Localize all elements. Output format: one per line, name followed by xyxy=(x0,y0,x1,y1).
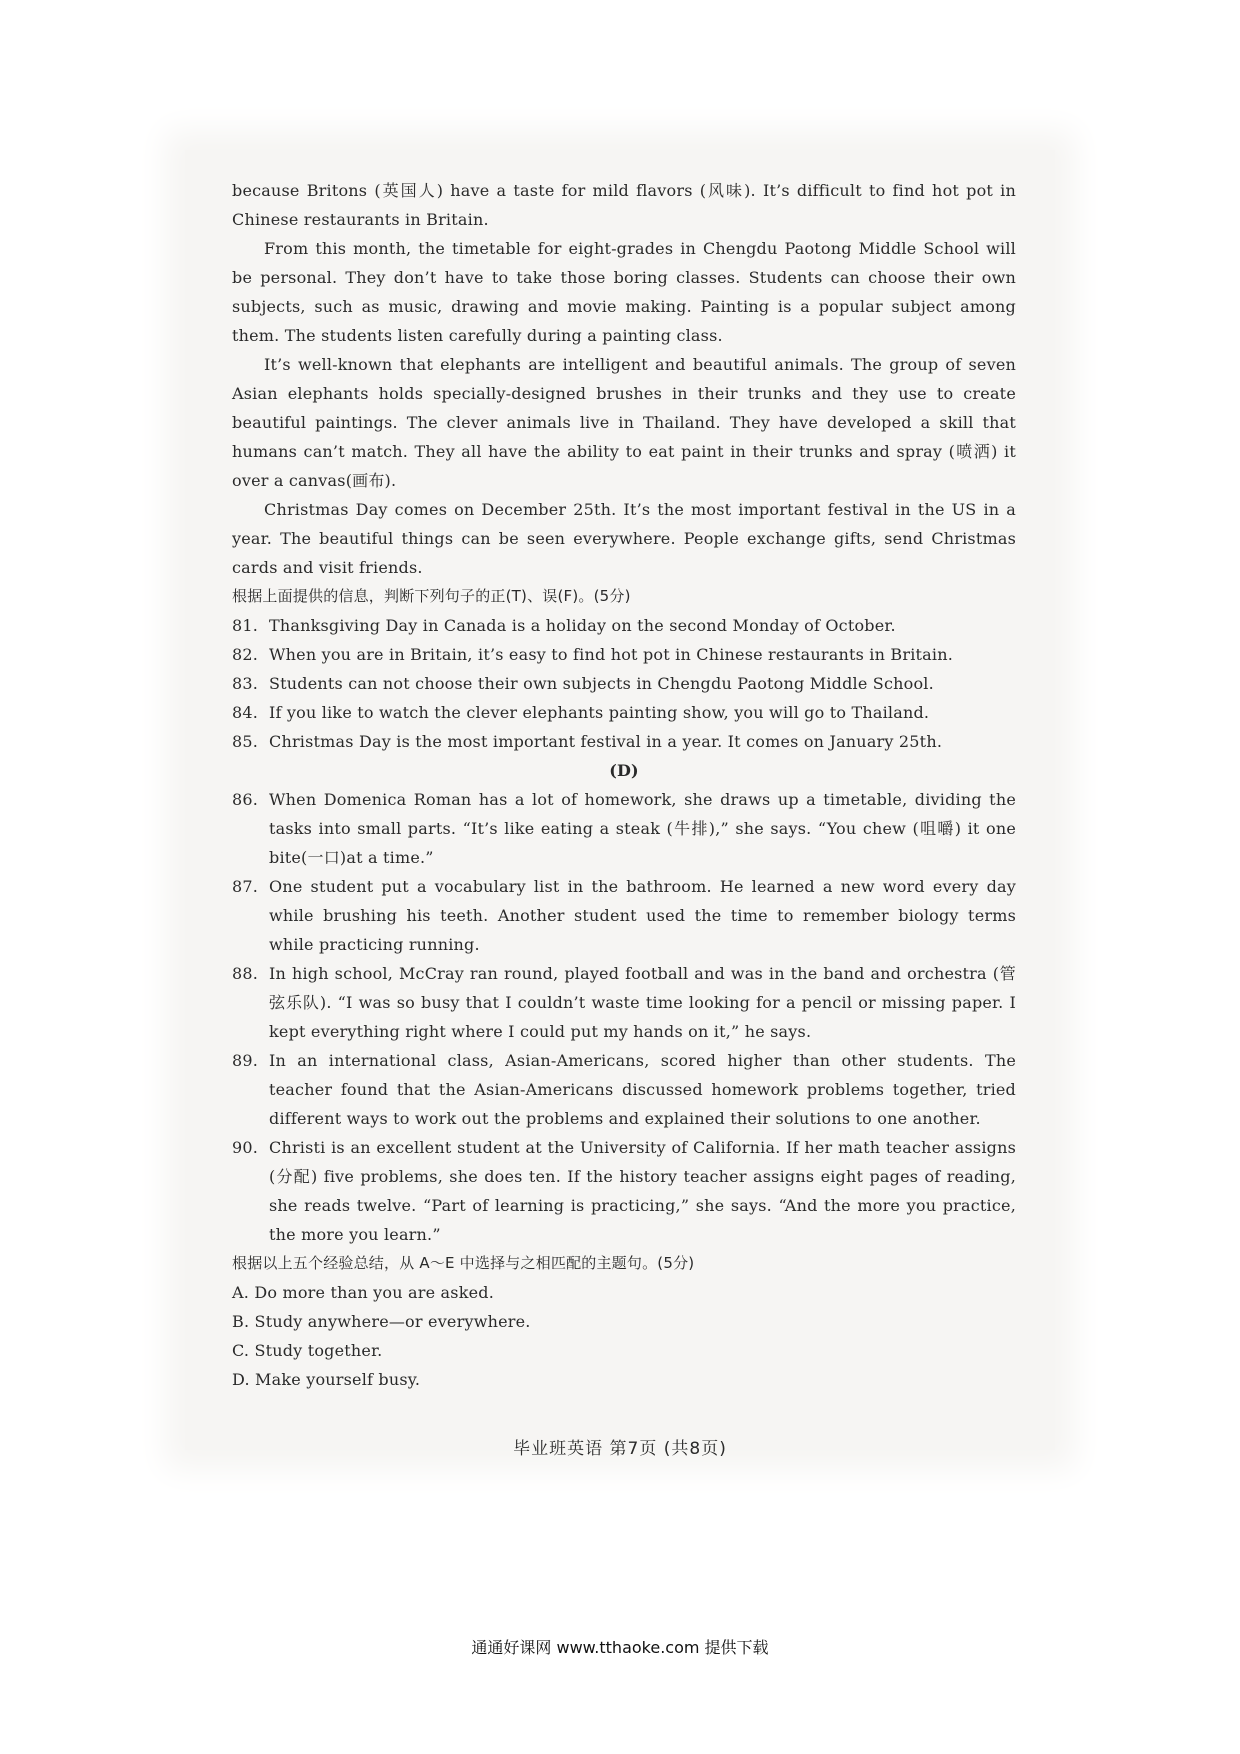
question-text: Thanksgiving Day in Canada is a holiday on the second Monday of October. xyxy=(269,616,896,635)
question-text: When Domenica Roman has a lot of homework, she draws up a timetable, dividing the tasks into small parts. “It’s like eating a steak (牛排),” she says. “You chew (咀嚼) it one bite(一口)at a time.” xyxy=(269,790,1016,867)
passage-paragraph: Christmas Day comes on December 25th. It’s the most important festival in the US in a year. The beautiful things can be seen everywhere. People exchange gifts, send Christmas cards and visit friends. xyxy=(232,500,1016,577)
question-number: 86. xyxy=(232,790,259,809)
question-text: When you are in Britain, it’s easy to find hot pot in Chinese restaurants in Britain. xyxy=(269,645,953,664)
question-item xyxy=(232,785,1016,872)
exam-page-content xyxy=(232,176,1016,1394)
question-text: Students can not choose their own subjects in Chengdu Paotong Middle School. xyxy=(269,674,934,693)
question-item xyxy=(232,698,1016,727)
question-number: 84. xyxy=(232,703,259,722)
question-item xyxy=(232,959,1016,1046)
instruction-matching: 根据以上五个经验总结，从 A～E 中选择与之相匹配的主题句。(5分) xyxy=(232,1254,695,1272)
question-number: 85. xyxy=(232,732,259,751)
question-number: 87. xyxy=(232,877,259,896)
section-d-heading: (D) xyxy=(609,761,639,780)
option-item: C. Study together. xyxy=(232,1341,383,1360)
question-number: 83. xyxy=(232,674,259,693)
question-text: In high school, McCray ran round, played football and was in the band and orchestra (管弦乐队). “I was so busy that I couldn’t waste time looking for a pencil or missing paper. I kept everything right where I could put my hands on it,” he says. xyxy=(269,964,1016,1041)
page-footer: 毕业班英语 第7页 (共8页) xyxy=(513,1439,727,1459)
option-item: A. Do more than you are asked. xyxy=(232,1283,494,1302)
question-number: 82. xyxy=(232,645,259,664)
passage-paragraph: because Britons (英国人) have a taste for mild flavors (风味). It’s difficult to find hot pot in Chinese restaurants in Britain. xyxy=(232,181,1016,229)
question-text: One student put a vocabulary list in the bathroom. He learned a new word every day while brushing his teeth. Another student used the time to remember biology terms while practicing running. xyxy=(269,877,1016,954)
question-number: 90. xyxy=(232,1138,259,1157)
question-item xyxy=(232,669,1016,698)
question-text: In an international class, Asian-Americans, scored higher than other students. The teacher found that the Asian-Americans discussed homework problems together, tried different ways to work out the problems and explained their solutions to one another. xyxy=(269,1051,1016,1128)
instruction-true-false: 根据上面提供的信息，判断下列句子的正(T)、误(F)。(5分) xyxy=(232,587,631,605)
question-text: Christmas Day is the most important festival in a year. It comes on January 25th. xyxy=(269,732,943,751)
passage-paragraph: From this month, the timetable for eight-grades in Chengdu Paotong Middle School will be personal. They don’t have to take those boring classes. Students can choose their own subjects, such as music, drawing and movie making. Painting is a popular subject among them. The students listen carefully during a painting class. xyxy=(232,239,1016,345)
question-text: Christi is an excellent student at the University of California. If her math teacher assigns (分配) five problems, she does ten. If the history teacher assigns eight pages of reading, she reads twelve. “Part of learning is practicing,” she says. “And the more you practice, the more you learn.” xyxy=(269,1138,1016,1244)
option-item: D. Make yourself busy. xyxy=(232,1370,421,1389)
question-item xyxy=(232,1046,1016,1133)
question-item xyxy=(232,1133,1016,1249)
question-number: 88. xyxy=(232,964,259,983)
passage-paragraph: It’s well-known that elephants are intelligent and beautiful animals. The group of seven Asian elephants holds specially-designed brushes in their trunks and they use to create beautiful paintings. The clever animals live in Thailand. They have developed a skill that humans can’t match. They all have the ability to eat paint in their trunks and spray (喷洒) it over a canvas(画布). xyxy=(232,355,1016,490)
option-item: B. Study anywhere—or everywhere. xyxy=(232,1312,531,1331)
question-item xyxy=(232,727,1016,756)
question-item xyxy=(232,611,1016,640)
question-item xyxy=(232,872,1016,959)
download-credit: 通通好课网 www.tthaoke.com 提供下载 xyxy=(471,1638,769,1657)
question-number: 81. xyxy=(232,616,259,635)
question-text: If you like to watch the clever elephants painting show, you will go to Thailand. xyxy=(269,703,930,722)
question-item xyxy=(232,640,1016,669)
question-number: 89. xyxy=(232,1051,259,1070)
